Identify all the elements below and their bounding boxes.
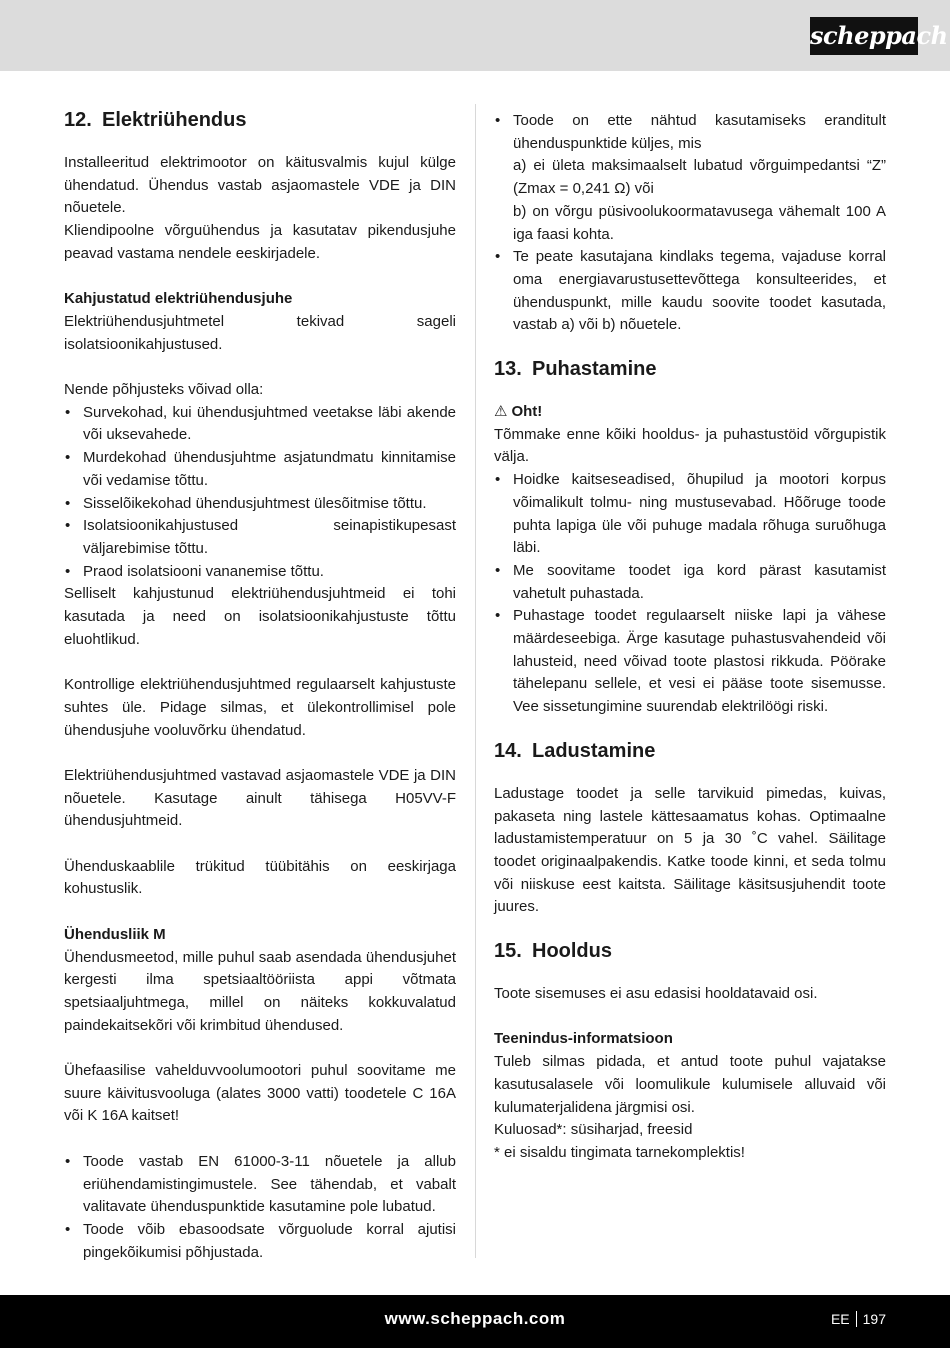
subheading-connection-type-m: Ühendusliik M: [64, 925, 166, 943]
column-divider: [475, 104, 476, 1258]
paragraph: Ladustage toodet ja selle tarvikuid pimedas, kuivas, pakaseta ning lastele kättesaamatus kohas. Optimaalne ladustamistemperatuur on 5 ja 30 ˚C vahel. Säilitage toodet originaalpakendis. Katke toode kinni, et seda tolmu või niiskuse eest kaitsta. Säilitage käsitsusjuhendit toote juures.: [494, 784, 886, 916]
list-item: • Sisselõikekohad ühendusjuhtmest ülesõitmise tõttu.: [64, 493, 456, 516]
paragraph: Installeeritud elektrimootor on käitusvalmis kujul külge ühendatud. Ühendus vastab asjaomastele VDE ja DIN nõuetele.: [64, 154, 456, 217]
paragraph: Ühefaasilise vahelduvvoolumootori puhul soovitame me suure käivitusvooluga (alates 3000 vatti) toodetele C 16A või K 16A kaitset!: [64, 1062, 456, 1125]
section-15-heading: 15. Hooldus: [494, 940, 612, 963]
sub-item-a: a) ei ületa maksimaalselt lubatud võrguimpedantsi “Z” (Zmax = 0,241 Ω) või: [513, 157, 886, 198]
paragraph: Kuluosad*: süsiharjad, freesid: [494, 1121, 693, 1139]
list-item: • Toode vastab EN 61000-3-11 nõuetele ja allub eriühendamistingimustele. See tähendab, et vabalt valitavate ühenduspunktide kasutamine pole lubatud.: [64, 1151, 456, 1219]
warning-triangle-icon: ⚠: [494, 403, 508, 421]
causes-list: [64, 402, 456, 584]
subheading-service-info: Teenindus-informatsioon: [494, 1030, 673, 1048]
subheading-damaged-cable: Kahjustatud elektriühendusjuhe: [64, 290, 293, 308]
section-12-heading: 12. Elektriühendus: [64, 109, 247, 131]
cleaning-list: [494, 469, 886, 719]
left-column: [64, 108, 456, 1264]
list-item: • Praod isolatsiooni vananemise tõttu.: [64, 561, 456, 584]
connection-list: [494, 110, 886, 337]
page-number: EE 197: [830, 1311, 886, 1327]
paragraph: Tuleb silmas pidada, et antud toote puhul vajatakse kasutusalasele või loomulikule kulumisele alluvaid või kulumaterjalidena järgmisi osi.: [494, 1053, 886, 1116]
paragraph: Nende põhjusteks võivad olla:: [64, 381, 264, 398]
paragraph: Ühenduskaablile trükitud tüübitähis on eeskirjaga kohustuslik.: [64, 857, 456, 898]
paragraph: Kontrollige elektriühendusjuhtmed regulaarselt kahjustuste suhtes üle. Pidage silmas, et ülekontrollimisel pole ühendusjuhe vooluvõrku ühendatud.: [64, 676, 456, 739]
right-column: [494, 110, 886, 1165]
list-item: • Te peate kasutajana kindlaks tegema, vajaduse korral oma energiavarustusettevõttega konsulteerides, et ühenduspunkt, mille kaudu soovite toodet kasutada, vastab a) või b) nõuetele.: [494, 246, 886, 337]
warning-label: ⚠ Oht!: [494, 401, 886, 424]
list-item: • Toode võib ebasoodsate võrguolude korral ajutisi pingekõikumisi põhjustada.: [64, 1219, 456, 1264]
paragraph: Elektriühendusjuhtmed vastavad asjaomastele VDE ja DIN nõuetele. Kasutage ainult tähisega H05VV-F ühendusjuhtmeid.: [64, 766, 456, 830]
sub-item-b: b) on võrgu püsivoolukoormatavusega vähemalt 100 A iga faasi kohta.: [513, 202, 886, 243]
list-item: • Murdekohad ühendusjuhtme asjatundmatu kinnitamise või vedamise tõttu.: [64, 447, 456, 492]
scheppach-logo: scheppach: [810, 17, 918, 55]
footer-separator: [856, 1311, 857, 1327]
list-item: • Toode on ette nähtud kasutamiseks eranditult ühenduspunktide küljes, mis a) ei ületa maksimaalselt lubatud võrguimpedantsi “Z” (Zmax = 0,241 Ω) või b) on võrgu püsivoolukoormatavusega vähemalt 100 A iga faasi kohta.: [494, 110, 886, 246]
paragraph: Selliselt kahjustunud elektriühendusjuhtmeid ei tohi kasutada ja need on isolatsioonikahjustuste tõttu eluohtlikud.: [64, 585, 456, 648]
paragraph: Tõmmake enne kõiki hooldus- ja puhastustöid võrgupistik välja.: [494, 425, 886, 466]
list-item: • Isolatsioonikahjustused seinapistikupesast väljarebimise tõttu.: [64, 515, 456, 560]
paragraph: Toote sisemuses ei asu edasisi hooldatavaid osi.: [494, 985, 818, 1003]
section-13-heading: 13. Puhastamine: [494, 358, 657, 381]
paragraph: Kliendipoolne võrguühendus ja kasutatav pikendusjuhe peavad vastama nendele eeskirjadele.: [64, 222, 456, 262]
list-item: • Puhastage toodet regulaarselt niiske lapi ja vähese määrdeseebiga. Ärge kasutage puhastusvahendeid või lahusteid, need võivad toote plastosi rikkuda. Pöörake tähelepanu sellele, et vesi ei pääse toote sisemusse. Vee sissetungimine suurendab elektrilöögi riski.: [494, 605, 886, 719]
footer-band: [0, 1295, 950, 1348]
paragraph: * ei sisaldu tingimata tarnekomplektis!: [494, 1144, 745, 1161]
paragraph: Ühendusmeetod, mille puhul saab asendada ühendusjuhet kergesti ilma spetsiaaltööriista appi võtmata spetsiaaljuhtmega, millel on näiteks kokkuvalatud paindekaitsekõri või krimbitud ühendused.: [64, 948, 456, 1034]
footer-website-link[interactable]: www.scheppach.com: [384, 1309, 566, 1328]
list-item: • Survekohad, kui ühendusjuhtmed veetakse läbi akende või uksevahede.: [64, 402, 456, 447]
section-14-heading: 14. Ladustamine: [494, 739, 656, 762]
header-band: [0, 0, 950, 71]
paragraph: Elektriühendusjuhtmetel tekivad sageli isolatsioonikahjustused.: [64, 312, 456, 353]
list-item: • Me soovitame toodet iga kord pärast kasutamist vahetult puhastada.: [494, 560, 886, 605]
list-item: • Hoidke kaitseseadised, õhupilud ja mootori korpus võimalikult tolmu- ning mustusevabad. Hõõruge toode puhta lapiga üle või puhuge madala rõhuga suruõhuga läbi.: [494, 469, 886, 560]
standards-list: [64, 1151, 456, 1265]
